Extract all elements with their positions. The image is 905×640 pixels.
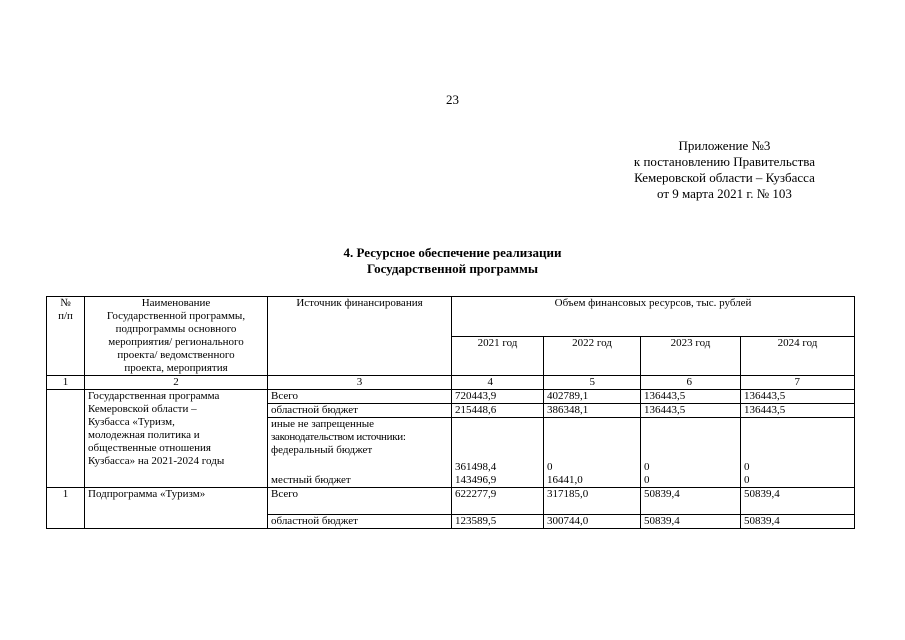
source-cell: местный бюджет: [268, 474, 452, 488]
subprogram-num: 1: [47, 488, 85, 529]
source-line: федеральный бюджет: [271, 444, 373, 456]
program-row-total: [47, 390, 855, 404]
value-2022: 402789,1: [544, 390, 641, 404]
value-2024: 50839,4: [741, 515, 855, 529]
header-name-line: проекта, мероприятия: [124, 362, 228, 374]
header-year-2023: 2023 год: [641, 336, 741, 376]
column-numbers-row: [47, 376, 855, 390]
source-cell: [268, 418, 452, 475]
program-num: [47, 390, 85, 488]
appendix-line-4: от 9 марта 2021 г. № 103: [657, 186, 792, 201]
section-title-line-1: 4. Ресурсное обеспечение реализации: [343, 245, 562, 260]
header-year-2022: 2022 год: [544, 336, 641, 376]
program-name-line: Кузбасса» на 2021-2024 годы: [88, 455, 225, 467]
value-2021: 361498,4: [452, 418, 544, 475]
value-2021: 215448,6: [452, 404, 544, 418]
subprogram-row-total: [47, 488, 855, 515]
appendix-header: [634, 138, 815, 202]
header-name-line: Наименование: [141, 297, 211, 309]
section-title-line-2: Государственной программы: [366, 261, 539, 276]
source-cell: областной бюджет: [268, 404, 452, 418]
header-row-1: [47, 297, 855, 337]
program-name-line: общественные отношения: [88, 442, 211, 454]
source-cell: Всего: [268, 390, 452, 404]
value-2024: 0: [741, 474, 855, 488]
header-name-line: Государственной программы,: [106, 310, 246, 322]
value-2024: 0: [741, 418, 855, 475]
col-number: 3: [268, 376, 452, 390]
program-name-line: молодежная политика и: [88, 429, 200, 441]
value-2023: 50839,4: [641, 488, 741, 515]
value-2023: 0: [641, 474, 741, 488]
value-2021: 622277,9: [452, 488, 544, 515]
col-number: 6: [641, 376, 741, 390]
header-name-line: мероприятия/ регионального: [108, 336, 244, 348]
header-volume: Объем финансовых ресурсов, тыс. рублей: [452, 297, 855, 337]
source-line: законодательством источники:: [271, 431, 406, 443]
page-number: 23: [446, 92, 459, 107]
value-2022: 317185,0: [544, 488, 641, 515]
program-name: [85, 390, 268, 488]
value-2022: 0: [544, 418, 641, 475]
col-number: 7: [741, 376, 855, 390]
value-2021: 720443,9: [452, 390, 544, 404]
value-2024: 50839,4: [741, 488, 855, 515]
program-name-line: Государственная программа: [88, 390, 220, 402]
header-num-line: №: [60, 297, 71, 309]
source-cell: Всего: [268, 488, 452, 515]
value-2022: 16441,0: [544, 474, 641, 488]
value-2022: 300744,0: [544, 515, 641, 529]
appendix-line-3: Кемеровской области – Кузбасса: [634, 170, 815, 185]
appendix-line-1: Приложение №3: [678, 138, 771, 153]
col-number: 1: [47, 376, 85, 390]
appendix-line-2: к постановлению Правительства: [633, 154, 815, 169]
source-line: иные не запрещенные: [271, 418, 375, 430]
program-name-line: Кемеровской области –: [88, 403, 197, 415]
value-2023: 0: [641, 418, 741, 475]
source-cell: областной бюджет: [268, 515, 452, 529]
value-2022: 386348,1: [544, 404, 641, 418]
resource-table: [46, 296, 855, 529]
value-2023: 136443,5: [641, 390, 741, 404]
value-2024: 136443,5: [741, 404, 855, 418]
subprogram-name: Подпрограмма «Туризм»: [85, 488, 268, 529]
header-source: Источник финансирования: [268, 297, 452, 376]
value-2024: 136443,5: [741, 390, 855, 404]
section-title: [0, 245, 905, 277]
header-num-line: п/п: [58, 310, 73, 322]
header-name-line: проекта/ ведомственного: [117, 349, 235, 361]
col-number: 4: [452, 376, 544, 390]
col-number: 2: [85, 376, 268, 390]
value-2023: 50839,4: [641, 515, 741, 529]
header-num: [47, 297, 85, 376]
header-year-2024: 2024 год: [741, 336, 855, 376]
value-2021: 123589,5: [452, 515, 544, 529]
header-name: [85, 297, 268, 376]
value-2023: 136443,5: [641, 404, 741, 418]
program-name-line: Кузбасса «Туризм,: [88, 416, 175, 428]
col-number: 5: [544, 376, 641, 390]
header-year-2021: 2021 год: [452, 336, 544, 376]
header-name-line: подпрограммы основного: [115, 323, 237, 335]
value-2021: 143496,9: [452, 474, 544, 488]
